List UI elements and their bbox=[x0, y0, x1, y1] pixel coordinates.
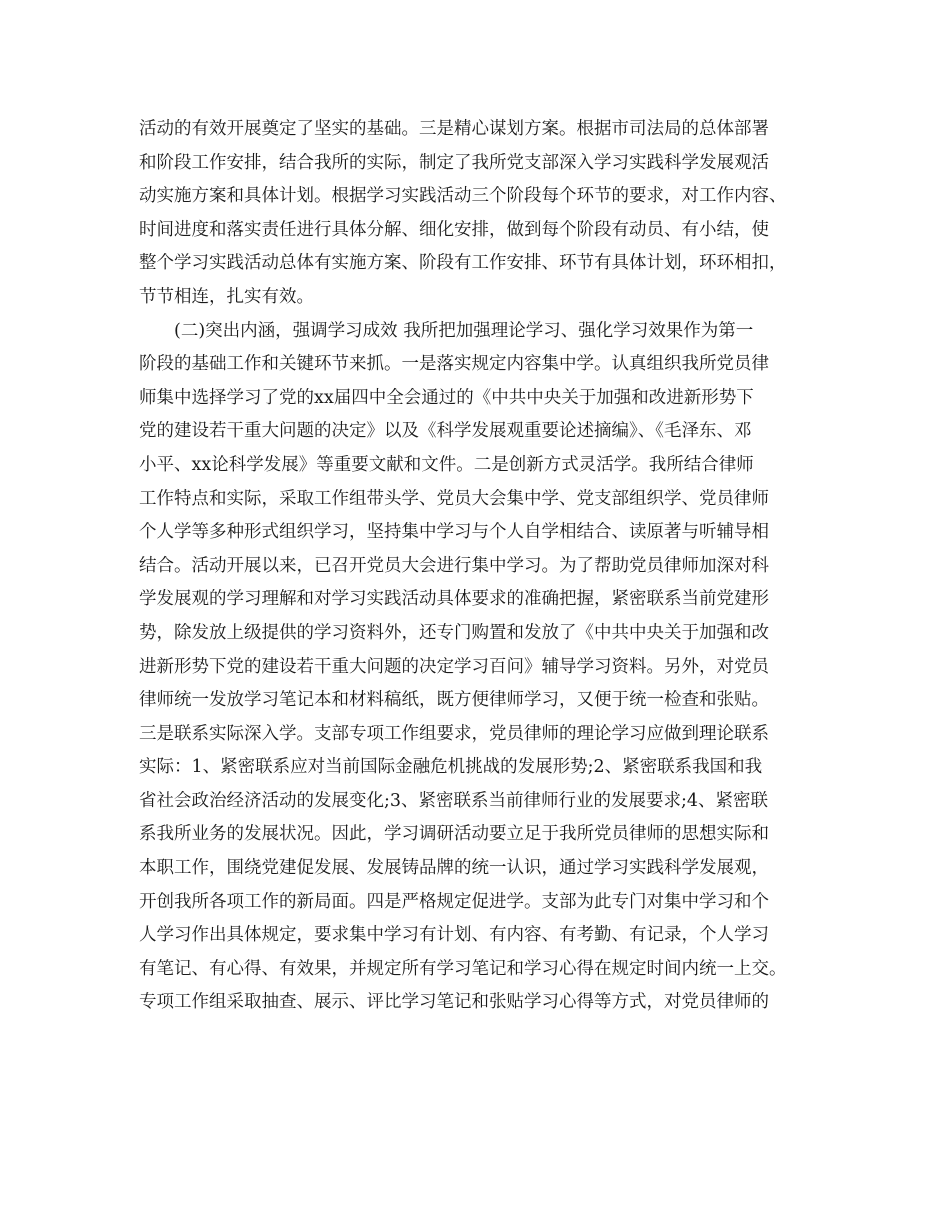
text-line: 律师统一发放学习笔记本和材料稿纸，既方便律师学习，又便于统一检查和张贴。 bbox=[139, 690, 769, 711]
text-line: 阶段的基础工作和关键环节来抓。一是落实规定内容集中学。认真组织我所党员律 bbox=[139, 354, 769, 375]
text-line: 开创我所各项工作的新局面。四是严格规定促进学。支部为此专门对集中学习和个 bbox=[139, 891, 769, 912]
text-line: 实际：1、紧密联系应对当前国际金融危机挑战的发展形势;2、紧密联系我国和我 bbox=[139, 757, 763, 778]
text-line: 党的建设若干重大问题的决定》以及《科学发展观重要论述摘编》、《毛泽东、邓 bbox=[139, 421, 752, 442]
text-line: 师集中选择学习了党的xx届四中全会通过的《中共中央关于加强和改进新形势下 bbox=[139, 387, 754, 408]
text-line: 人学习作出具体规定，要求集中学习有计划、有内容、有考勤、有记录，个人学习 bbox=[139, 925, 769, 946]
text-line: 三是联系实际深入学。支部专项工作组要求，党员律师的理论学习应做到理论联系 bbox=[139, 723, 769, 744]
text-line: 势，除发放上级提供的学习资料外，还专门购置和发放了《中共中央关于加强和改 bbox=[139, 622, 769, 643]
text-line: 工作特点和实际，采取工作组带头学、党员大会集中学、党支部组织学、党员律师 bbox=[139, 488, 769, 509]
text-line: 和阶段工作安排，结合我所的实际，制定了我所党支部深入学习实践科学发展观活 bbox=[139, 152, 769, 173]
text-line: 整个学习实践活动总体有实施方案、阶段有工作安排、环节有具体计划，环环相扣， bbox=[139, 253, 787, 274]
text-line: 活动的有效开展奠定了坚实的基础。三是精心谋划方案。根据市司法局的总体部署 bbox=[139, 119, 769, 139]
text-line: 小平、xx论科学发展》等重要文献和文件。二是创新方式灵活学。我所结合律师 bbox=[139, 454, 754, 475]
text-line: 系我所业务的发展状况。因此，学习调研活动要立足于我所党员律师的思想实际和 bbox=[139, 824, 769, 845]
text-line: 个人学等多种形式组织学习，坚持集中学习与个人自学相结合、读原著与听辅导相 bbox=[139, 522, 769, 543]
text-line: 结合。活动开展以来，已召开党员大会进行集中学习。为了帮助党员律师加深对科 bbox=[139, 555, 769, 576]
text-line: 时间进度和落实责任进行具体分解、细化安排，做到每个阶段有动员、有小结，使 bbox=[139, 219, 769, 240]
text-line: 本职工作，围绕党建促发展、发展铸品牌的统一认识，通过学习实践科学发展观， bbox=[139, 858, 769, 879]
text-line: 节节相连，扎实有效。 bbox=[139, 286, 314, 307]
section-heading-line: (二)突出内涵，强调学习成效 我所把加强理论学习、强化学习效果作为第一 bbox=[174, 320, 754, 341]
text-line: 学发展观的学习理解和对学习实践活动具体要求的准确把握，紧密联系当前党建形 bbox=[139, 589, 769, 610]
text-line: 进新形势下党的建设若干重大问题的决定学习百问》辅导学习资料。另外，对党员 bbox=[139, 656, 769, 677]
body-text bbox=[139, 113, 829, 1020]
text-line: 专项工作组采取抽查、展示、评比学习笔记和张贴学习心得等方式，对党员律师的 bbox=[139, 992, 769, 1013]
text-line: 省社会政治经济活动的发展变化;3、紧密联系当前律师行业的发展要求;4、紧密联 bbox=[139, 790, 769, 811]
text-line: 有笔记、有心得、有效果，并规定所有学习笔记和学习心得在规定时间内统一上交。 bbox=[139, 958, 787, 979]
text-line: 动实施方案和具体计划。根据学习实践活动三个阶段每个环节的要求，对工作内容、 bbox=[139, 186, 787, 207]
